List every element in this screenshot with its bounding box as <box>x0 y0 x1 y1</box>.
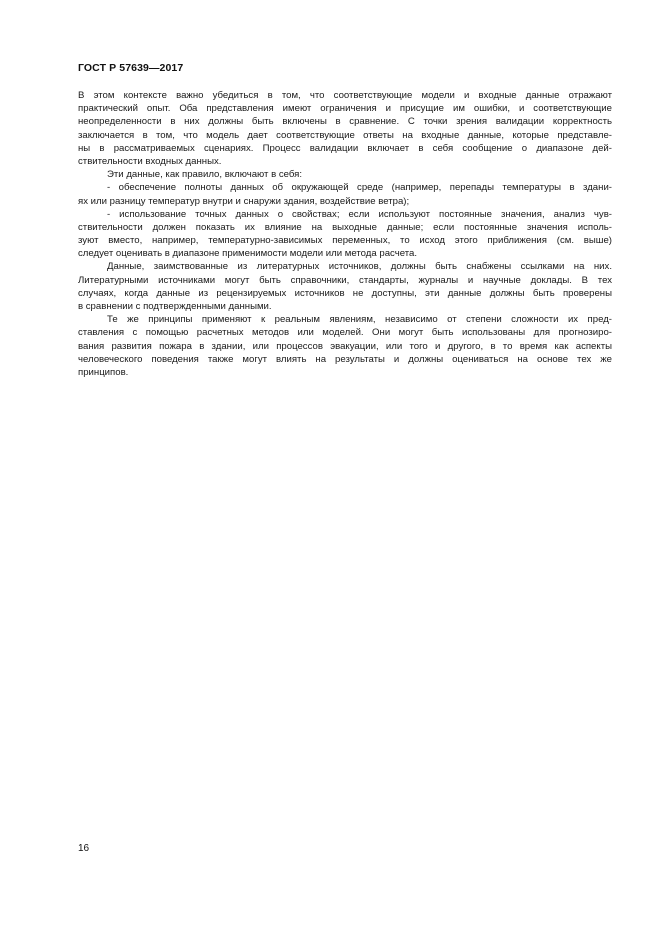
paragraph <box>78 168 612 181</box>
text-line: вания развития пожара в здании, или процессов эвакуации, или того и другого, в то время как аспекты <box>78 340 612 352</box>
text-line: заключается в том, что модель дает соответствующие ответы на входные данные, которые представле- <box>78 129 612 141</box>
text-line: В этом контексте важно убедиться в том, что соответствующие модели и входные данные отражают <box>78 90 612 101</box>
text-line: принципов. <box>78 366 129 378</box>
text-line: ствительности входных данных. <box>78 155 222 167</box>
document-body <box>78 89 612 379</box>
text-line: Те же принципы применяют к реальным явлениям, независимо от степени сложности их пред- <box>107 314 612 326</box>
text-line: - обеспечение полноты данных об окружающей среде (например, перепады температуры в здани- <box>107 182 612 194</box>
paragraph <box>78 260 612 313</box>
text-line: следует оценивать в диапазоне применимости модели или метода расчета. <box>78 248 418 260</box>
text-line: человеческого поведения также могут влиять на результаты и должны оцениваться на основе тех же <box>78 353 612 365</box>
text-line: ствительности должен показать их влияние на выходные данные; если постоянные значения исполь- <box>78 221 612 233</box>
text-line: ны в рассматриваемых сценариях. Процесс валидации включает в себя сообщение о диапазоне дей- <box>78 142 612 154</box>
page-number: 16 <box>78 843 90 854</box>
text-line: случаях, когда данные из рецензируемых источников не доступны, эти данные должны быть проверены <box>78 287 612 299</box>
paragraph <box>78 208 612 261</box>
text-line: зуют вместо, например, температурно-зависимых переменных, то исход этого приближения (см. выше) <box>78 235 612 247</box>
text-line: ях или разницу температур внутри и снаружи здания, воздействие ветра); <box>78 195 410 207</box>
text-line: ставления с помощью расчетных методов или моделей. Они могут быть использованы для прогнозиро- <box>78 327 612 339</box>
text-line: неопределенности в них должны быть включены в сравнение. С точки зрения валидации корректность <box>78 116 612 128</box>
paragraph <box>78 89 612 168</box>
text-line: практический опыт. Оба представления имеют ограничения и присущие им ошибки, и соответствующие <box>78 103 612 115</box>
paragraph <box>78 313 612 379</box>
text-line: Литературными источниками могут быть справочники, стандарты, журналы и научные доклады. В тех <box>78 274 612 286</box>
document-header: ГОСТ Р 57639—2017 <box>78 62 184 74</box>
paragraph <box>78 181 612 207</box>
text-line: Эти данные, как правило, включают в себя: <box>107 169 302 181</box>
text-line: Данные, заимствованные из литературных источников, должны быть снабжены ссылками на них. <box>107 261 612 273</box>
text-line: - использование точных данных о свойствах; если используют постоянные значения, анализ чув- <box>107 208 612 220</box>
text-line: в сравнении с подтвержденными данными. <box>78 301 272 312</box>
